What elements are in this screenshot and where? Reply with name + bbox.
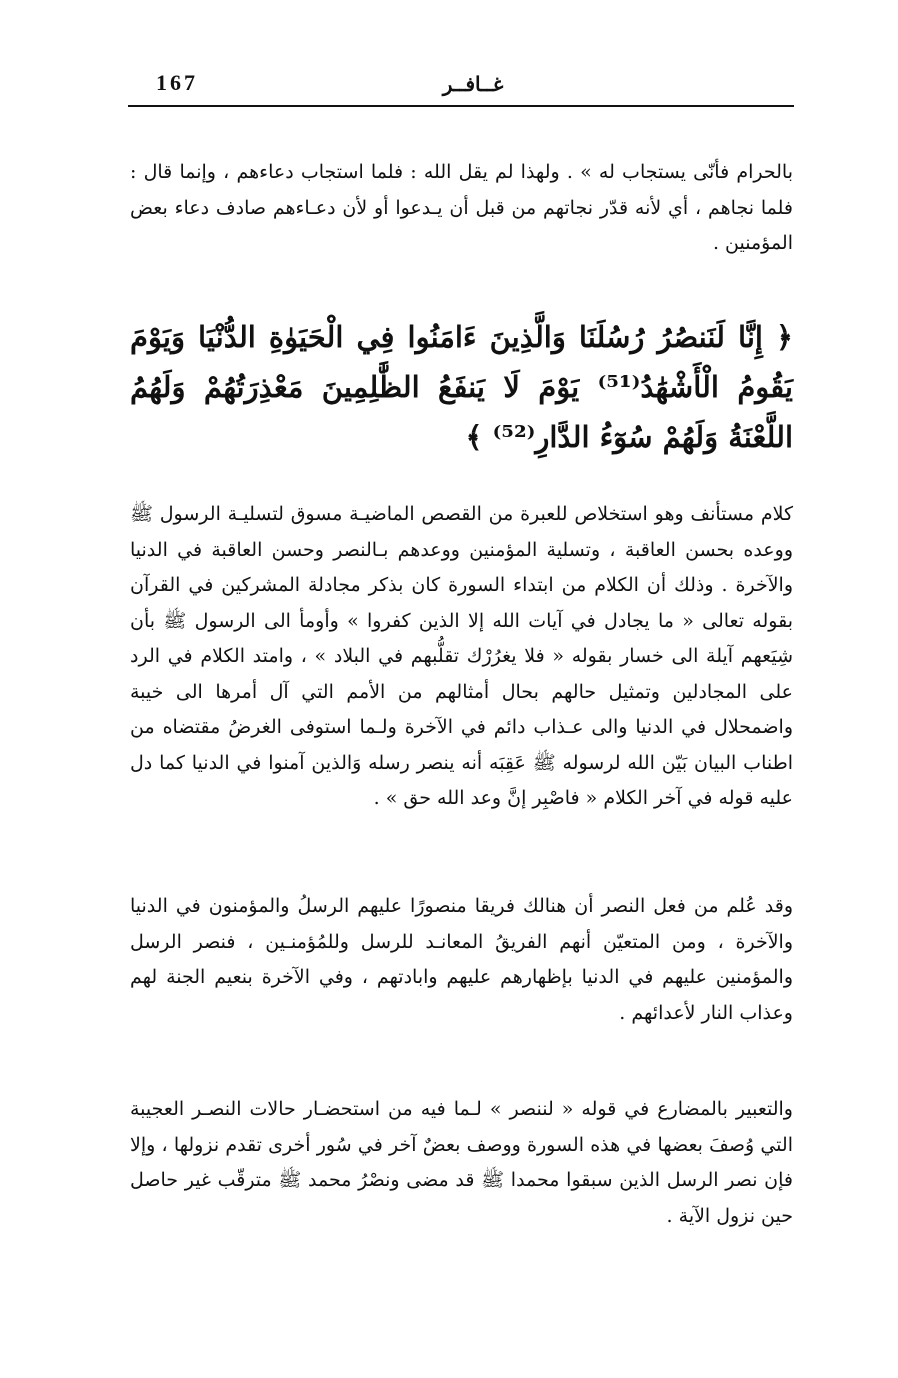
paragraph-text: وقد عُلم من فعل النصر أن هنالك فريقا منصورًا عليهم الرسلُ والمؤمنون في الدنيا والآخرة ، ومن المتعيّن أنهم الفريقُ المعانـد للرسل وللمُؤمنـين ، فنصر الرسل والمؤمنين عليهم في الدنيا بإظهارهم عليهم وابادتهم ، وفي الآخرة بنعيم الجنة لهم وعذاب النار لأعدائهم . bbox=[130, 895, 793, 1024]
paragraph-intro bbox=[130, 155, 793, 262]
quran-verse-block bbox=[130, 312, 793, 462]
header-rule bbox=[128, 105, 794, 107]
paragraph-victory bbox=[130, 889, 793, 1031]
quran-verse: ﴿ إِنَّا لَنَنصُرُ رُسُلَنَا وَالَّذِينَ ءَامَنُوا فِي الْحَيَوٰةِ الدُّنْيَا وَيَوْمَ يَقُومُ الْأَشْهَٰدُ⁽⁵¹⁾ يَوْمَ لَا يَنفَعُ الظَّٰلِمِينَ مَعْذِرَتُهُمْ وَلَهُمُ اللَّعْنَةُ وَلَهُمْ سُوٓءُ الدَّارِ⁽⁵²⁾ ﴾ bbox=[130, 320, 794, 454]
paragraph-text: والتعبير بالمضارع في قوله « لننصر » لـما فيه من استحضـار حالات النصـر العجيبة التي وُصفَ بعضها في هذه السورة ووصف بعضٌ آخر في سُور أخرى تقدم نزولها ، وإلا فإن نصر الرسل الذين سبقوا محمدا ﷺ قد مضى ونصْرُ محمد ﷺ مترقّب غير حاصل حين نزول الآية . bbox=[130, 1098, 793, 1227]
page-header bbox=[128, 70, 794, 110]
page-number: 167 bbox=[156, 70, 198, 95]
paragraph-text: بالحرام فأنّى يستجاب له » . ولهذا لم يقل الله : فلما استجاب دعاءهم ، وإنما قال : فلما نجاهم ، أي لأنه قدّر نجاتهم من قبل أن يـدعوا أو لأن دعـاءهم صادف دعاء بعض المؤمنين . bbox=[130, 161, 793, 254]
paragraph-tense bbox=[130, 1092, 793, 1234]
running-title: غــافــر bbox=[442, 72, 504, 96]
paragraph-commentary bbox=[130, 497, 793, 817]
paragraph-text: كلام مستأنف وهو استخلاص للعبرة من القصص الماضيـة مسوق لتسليـة الرسول ﷺ ووعده بحسن العاقبة ، وتسلية المؤمنين ووعدهم بـالنصر وحسن العاقبة في الدنيا والآخرة . وذلك أن الكلام من ابتداء السورة كان بذكر مجادلة المشركين في القرآن بقوله تعالى « ما يجادل في آيات الله إلا الذين كفروا » وأومأ الى الرسول ﷺ بأن شِيَعهم آيلة الى خسار بقوله « فلا يغرُرْك تقلُّبهم في البلاد » ، وامتد الكلام في الرد على المجادلين وتمثيل حالهم بحال أمثالهم من الأمم التي آل أمرها الى خيبة واضمحلال في الدنيا والى عـذاب دائم في الآخرة ولـما استوفى الغرضُ مقتضاه من اطناب البيان بَيّن الله لرسوله ﷺ عَقِبَه أنه ينصر رسله وَالذين آمنوا في الدنيا كما دل عليه قوله في آخر الكلام « فاصْبِر إنَّ وعد الله حق » . bbox=[130, 503, 793, 809]
